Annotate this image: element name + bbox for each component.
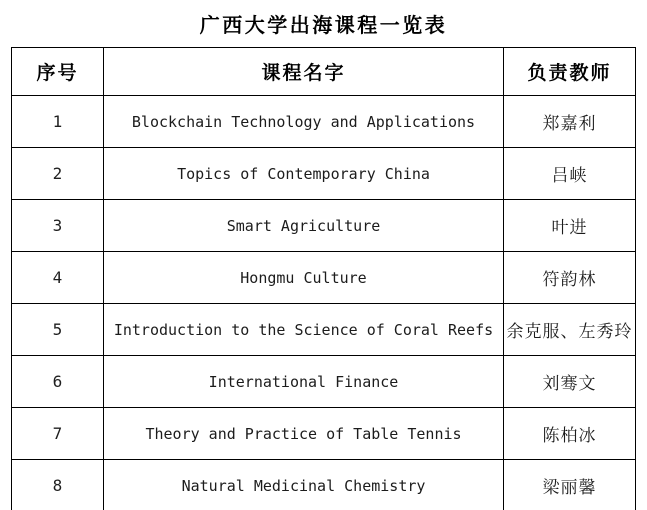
column-header-no: 序号 (12, 48, 104, 96)
table-row (12, 408, 636, 460)
table-row (12, 148, 636, 200)
table-row (12, 460, 636, 510)
table-row (12, 96, 636, 148)
column-header-teacher: 负责教师 (504, 48, 636, 96)
row-number-cell: 5 (12, 304, 104, 356)
teacher-name-cell: 吕峡 (504, 148, 636, 200)
course-name-cell: Theory and Practice of Table Tennis (104, 408, 504, 460)
teacher-name-cell: 陈柏冰 (504, 408, 636, 460)
table-row (12, 252, 636, 304)
table-row (12, 200, 636, 252)
column-header-course: 课程名字 (104, 48, 504, 96)
table-row (12, 356, 636, 408)
course-name-cell: International Finance (104, 356, 504, 408)
page-title: 广西大学出海课程一览表 (199, 15, 448, 37)
teacher-name-cell: 符韵林 (504, 252, 636, 304)
row-number-cell: 1 (12, 96, 104, 148)
course-name-cell: Natural Medicinal Chemistry (104, 460, 504, 510)
table-row (12, 304, 636, 356)
course-name-cell: Topics of Contemporary China (104, 148, 504, 200)
row-number-cell: 6 (12, 356, 104, 408)
row-number-cell: 8 (12, 460, 104, 510)
teacher-name-cell: 余克服、左秀玲 (504, 304, 636, 356)
course-table (11, 47, 636, 510)
teacher-name-cell: 郑嘉利 (504, 96, 636, 148)
row-number-cell: 3 (12, 200, 104, 252)
teacher-name-cell: 梁丽馨 (504, 460, 636, 510)
row-number-cell: 7 (12, 408, 104, 460)
table-header-row (12, 48, 636, 96)
teacher-name-cell: 刘骞文 (504, 356, 636, 408)
course-name-cell: Hongmu Culture (104, 252, 504, 304)
course-name-cell: Introduction to the Science of Coral Reefs (104, 304, 504, 356)
teacher-name-cell: 叶进 (504, 200, 636, 252)
row-number-cell: 4 (12, 252, 104, 304)
row-number-cell: 2 (12, 148, 104, 200)
course-name-cell: Blockchain Technology and Applications (104, 96, 504, 148)
course-name-cell: Smart Agriculture (104, 200, 504, 252)
